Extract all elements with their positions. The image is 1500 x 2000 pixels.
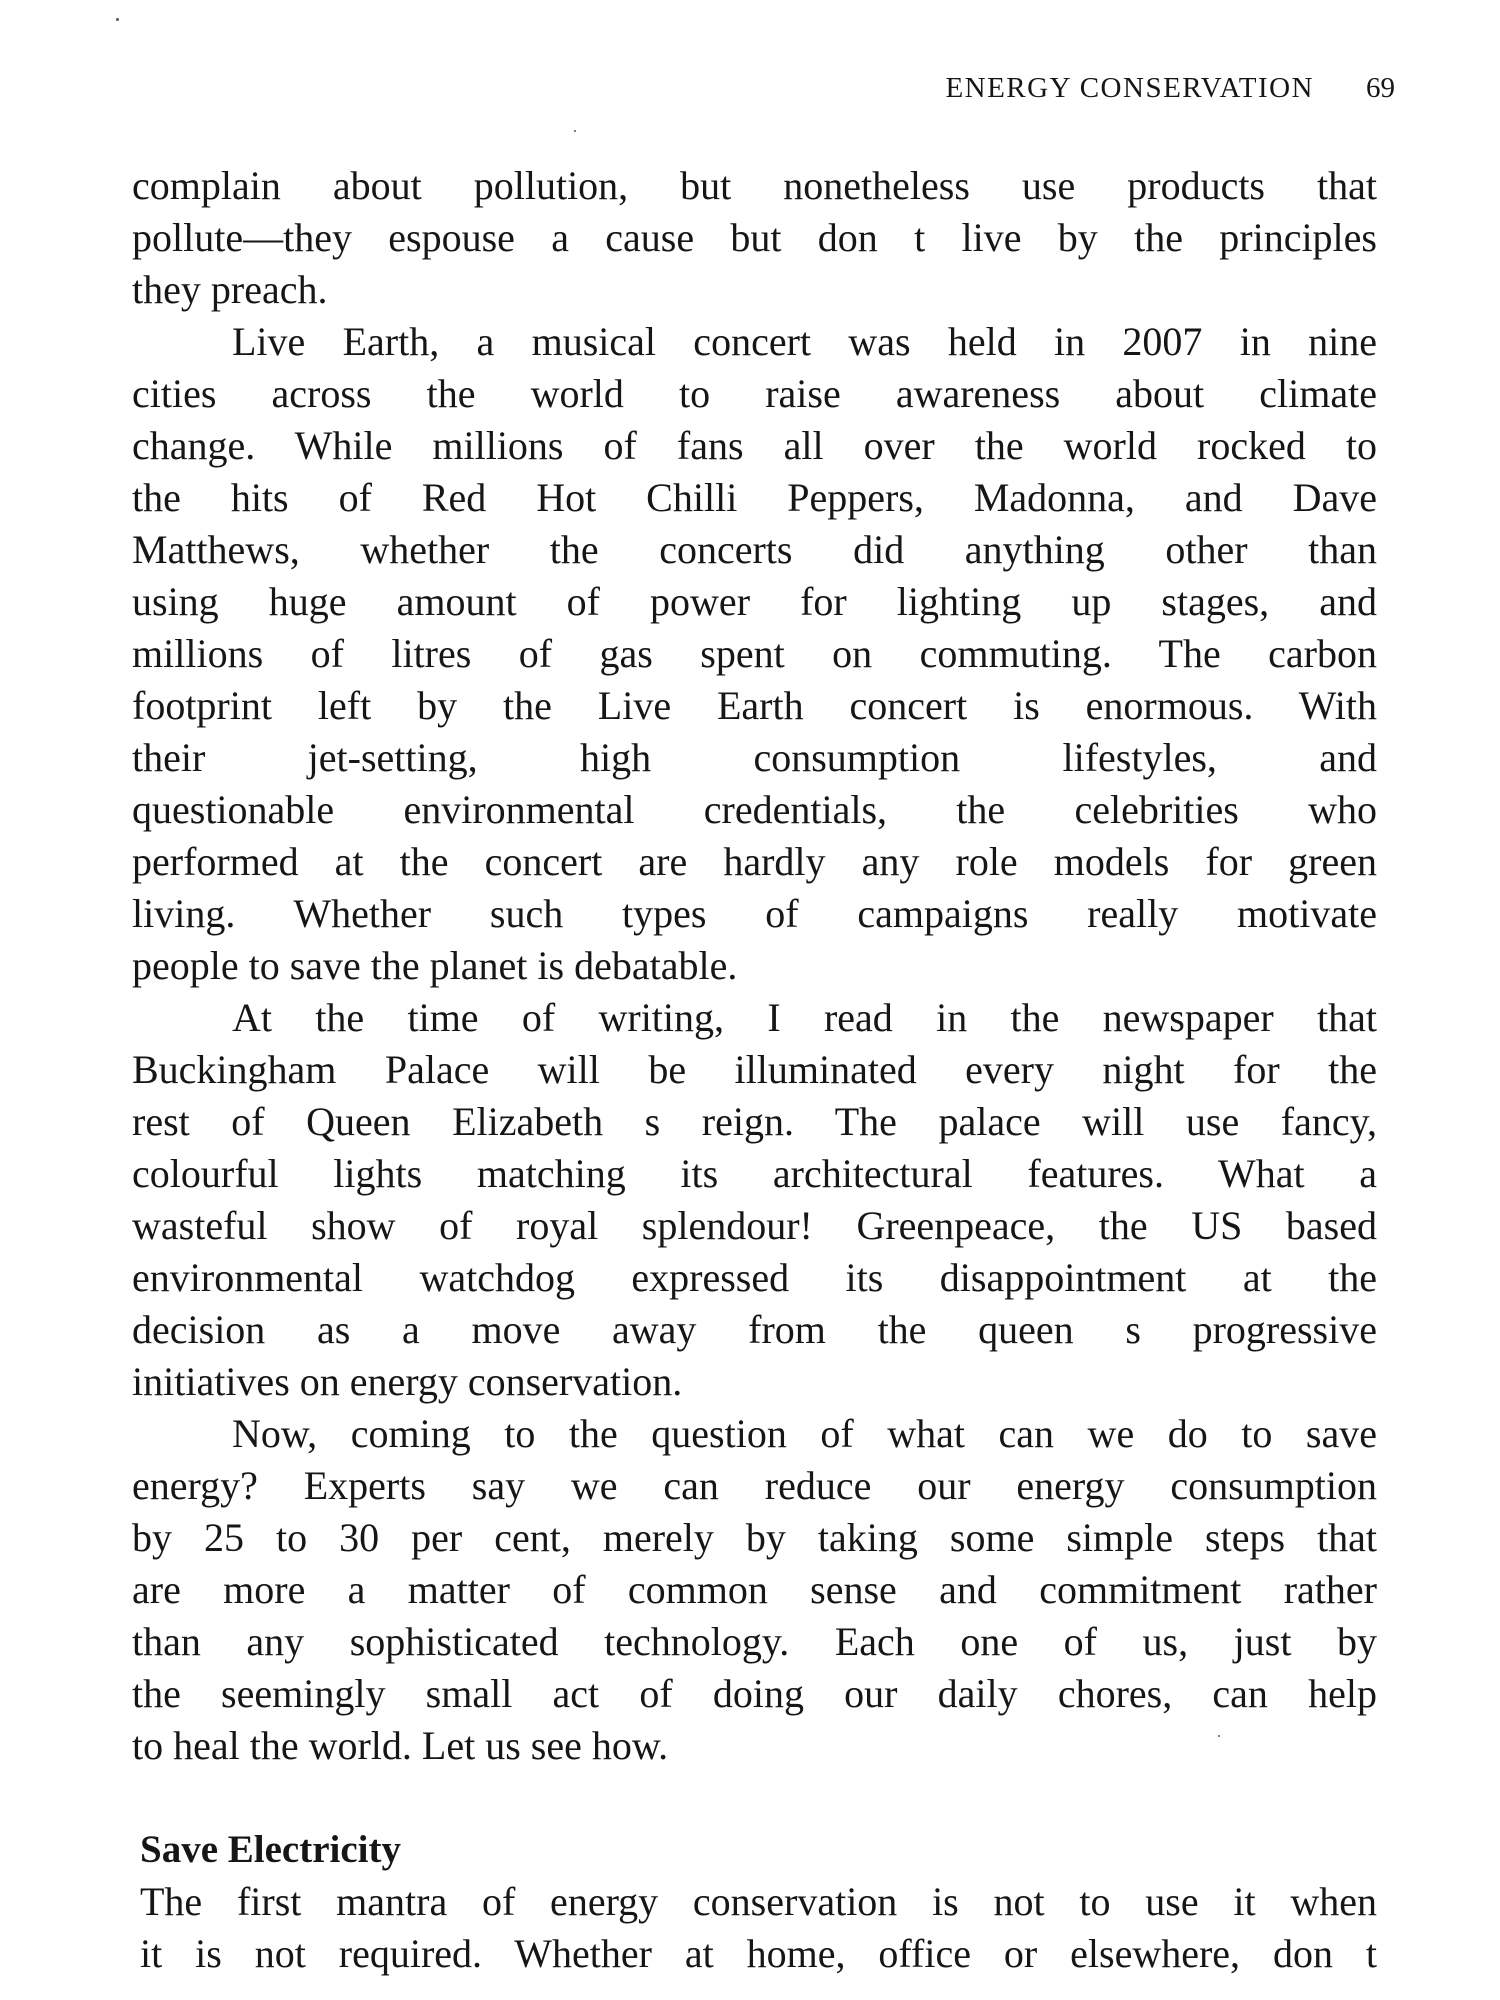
text-line: they preach.: [132, 267, 328, 312]
text-line: their jet-setting, high consumption lifestyles, and: [132, 735, 1377, 780]
paragraph-4: [132, 1408, 1377, 1772]
text-line: living. Whether such types of campaigns really motivate: [132, 891, 1377, 936]
scan-speck: [574, 130, 576, 132]
text-line: change. While millions of fans all over the world rocked to: [132, 423, 1377, 468]
text-line: than any sophisticated technology. Each one of us, just by: [132, 1619, 1377, 1664]
section-save-electricity: [132, 1824, 1377, 1980]
paragraph-3: [132, 992, 1377, 1408]
text-line: questionable environmental credentials, the celebrities who: [132, 787, 1377, 832]
text-line: to heal the world. Let us see how.: [132, 1723, 669, 1768]
text-line: cities across the world to raise awareness about climate: [132, 371, 1377, 416]
text-line: The first mantra of energy conservation is not to use it when: [140, 1879, 1377, 1924]
running-title: ENERGY CONSERVATION: [945, 72, 1314, 104]
text-line: complain about pollution, but nonetheless use products that: [132, 163, 1377, 208]
text-line: energy? Experts say we can reduce our energy consumption: [132, 1463, 1377, 1508]
scan-speck: [1218, 1735, 1220, 1737]
paragraph-1: [132, 160, 1377, 316]
text-line: performed at the concert are hardly any role models for green: [132, 839, 1377, 884]
text-line: by 25 to 30 per cent, merely by taking some simple steps that: [132, 1515, 1377, 1560]
text-line: it is not required. Whether at home, office or elsewhere, don t: [140, 1931, 1377, 1976]
text-line: pollute—they espouse a cause but don t live by the principles: [132, 215, 1377, 260]
text-line: using huge amount of power for lighting up stages, and: [132, 579, 1377, 624]
paragraph-2: [132, 316, 1377, 992]
text-line: colourful lights matching its architectural features. What a: [132, 1151, 1377, 1196]
text-line: decision as a move away from the queen s progressive: [132, 1307, 1377, 1352]
text-line: people to save the planet is debatable.: [132, 943, 738, 988]
section-heading: Save Electricity: [140, 1828, 401, 1871]
text-line: Now, coming to the question of what can we do to save: [232, 1411, 1377, 1456]
text-line: Matthews, whether the concerts did anything other than: [132, 527, 1377, 572]
text-line: the seemingly small act of doing our daily chores, can help: [132, 1671, 1377, 1716]
body-text: [132, 160, 1377, 1980]
text-line: millions of litres of gas spent on commuting. The carbon: [132, 631, 1377, 676]
text-line: environmental watchdog expressed its disappointment at the: [132, 1255, 1377, 1300]
text-line: wasteful show of royal splendour! Greenpeace, the US based: [132, 1203, 1377, 1248]
text-line: footprint left by the Live Earth concert is enormous. With: [132, 683, 1377, 728]
text-line: Live Earth, a musical concert was held in 2007 in nine: [232, 319, 1377, 364]
section-spacer: [132, 1772, 1377, 1824]
text-line: rest of Queen Elizabeth s reign. The palace will use fancy,: [132, 1099, 1377, 1144]
text-line: Buckingham Palace will be illuminated every night for the: [132, 1047, 1377, 1092]
text-line: At the time of writing, I read in the newspaper that: [232, 995, 1377, 1040]
text-line: initiatives on energy conservation.: [132, 1359, 683, 1404]
running-head: [945, 68, 1395, 108]
page-number: 69: [1366, 72, 1395, 104]
text-line: the hits of Red Hot Chilli Peppers, Madonna, and Dave: [132, 475, 1377, 520]
scan-speck: [116, 18, 119, 21]
text-line: are more a matter of common sense and commitment rather: [132, 1567, 1377, 1612]
